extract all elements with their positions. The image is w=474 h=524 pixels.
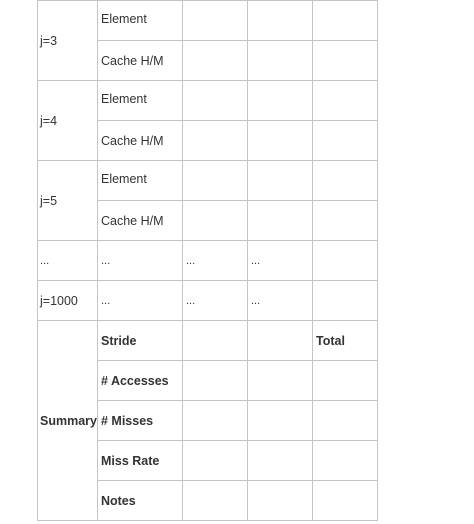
ellipsis-cell: [97, 241, 182, 281]
empty-cell[interactable]: [182, 361, 247, 401]
accesses-label: # Accesses: [97, 361, 182, 401]
row-label-j3: j=3: [38, 1, 98, 81]
ellipsis-text: ...: [185, 295, 196, 307]
empty-cell[interactable]: [182, 121, 247, 161]
empty-cell[interactable]: [312, 1, 377, 41]
empty-cell[interactable]: [312, 121, 377, 161]
empty-cell[interactable]: [182, 401, 247, 441]
element-label: Element: [100, 91, 147, 106]
empty-cell[interactable]: [182, 161, 247, 201]
element-label: Element: [100, 11, 147, 26]
cache-hm-label: Cache H/M: [97, 41, 182, 81]
empty-cell[interactable]: [182, 81, 247, 121]
total-label: Total: [312, 321, 377, 361]
element-label: Element: [100, 171, 147, 186]
empty-cell[interactable]: [182, 41, 247, 81]
ellipsis-cell: [247, 241, 312, 281]
ellipsis-text: ...: [40, 255, 50, 267]
empty-cell[interactable]: [312, 401, 377, 441]
ellipsis-cell: [97, 281, 182, 321]
row-label-j1000: j=1000: [38, 281, 98, 321]
empty-cell[interactable]: [182, 321, 247, 361]
table-row-ellipsis: [38, 241, 378, 281]
row-label-ellipsis: [38, 241, 98, 281]
ellipsis-text: ...: [100, 295, 111, 307]
notes-label: Notes: [97, 481, 182, 521]
misses-label: # Misses: [97, 401, 182, 441]
empty-cell[interactable]: [182, 481, 247, 521]
empty-cell[interactable]: [312, 81, 377, 121]
empty-cell[interactable]: [312, 201, 377, 241]
row-label-summary: Summary: [38, 321, 98, 521]
empty-cell[interactable]: [247, 481, 312, 521]
empty-cell[interactable]: [247, 1, 312, 41]
empty-cell[interactable]: [247, 441, 312, 481]
empty-cell[interactable]: [247, 81, 312, 121]
empty-cell[interactable]: [247, 161, 312, 201]
ellipsis-cell: [247, 281, 312, 321]
table-row-j4-element: [38, 81, 378, 121]
ellipsis-text: ...: [185, 255, 196, 267]
element-label-cell: [97, 81, 182, 121]
empty-cell[interactable]: [247, 321, 312, 361]
table-row-j3-element: [38, 1, 378, 41]
table-row-j1000: [38, 281, 378, 321]
empty-cell[interactable]: [247, 401, 312, 441]
empty-cell[interactable]: [312, 161, 377, 201]
empty-cell[interactable]: [182, 1, 247, 41]
ellipsis-text: ...: [250, 255, 261, 267]
empty-cell[interactable]: [312, 441, 377, 481]
empty-cell[interactable]: [247, 361, 312, 401]
row-label-j4: j=4: [38, 81, 98, 161]
ellipsis-text: ...: [100, 255, 111, 267]
empty-cell[interactable]: [312, 41, 377, 81]
stride-label: Stride: [97, 321, 182, 361]
empty-cell[interactable]: [247, 41, 312, 81]
cache-hm-label: Cache H/M: [97, 201, 182, 241]
ellipsis-cell: [182, 281, 247, 321]
cache-analysis-table-container: [37, 0, 378, 521]
empty-cell[interactable]: [312, 281, 377, 321]
element-label-cell: [97, 1, 182, 41]
table-row-stride: [38, 321, 378, 361]
empty-cell[interactable]: [182, 441, 247, 481]
element-label-cell: [97, 161, 182, 201]
empty-cell[interactable]: [312, 241, 377, 281]
cache-analysis-table: [37, 0, 378, 521]
empty-cell[interactable]: [247, 201, 312, 241]
row-label-j5: j=5: [38, 161, 98, 241]
ellipsis-text: ...: [250, 295, 261, 307]
empty-cell[interactable]: [247, 121, 312, 161]
table-row-j5-element: [38, 161, 378, 201]
miss-rate-label: Miss Rate: [97, 441, 182, 481]
ellipsis-cell: [182, 241, 247, 281]
empty-cell[interactable]: [182, 201, 247, 241]
empty-cell[interactable]: [312, 361, 377, 401]
empty-cell[interactable]: [312, 481, 377, 521]
cache-hm-label: Cache H/M: [97, 121, 182, 161]
